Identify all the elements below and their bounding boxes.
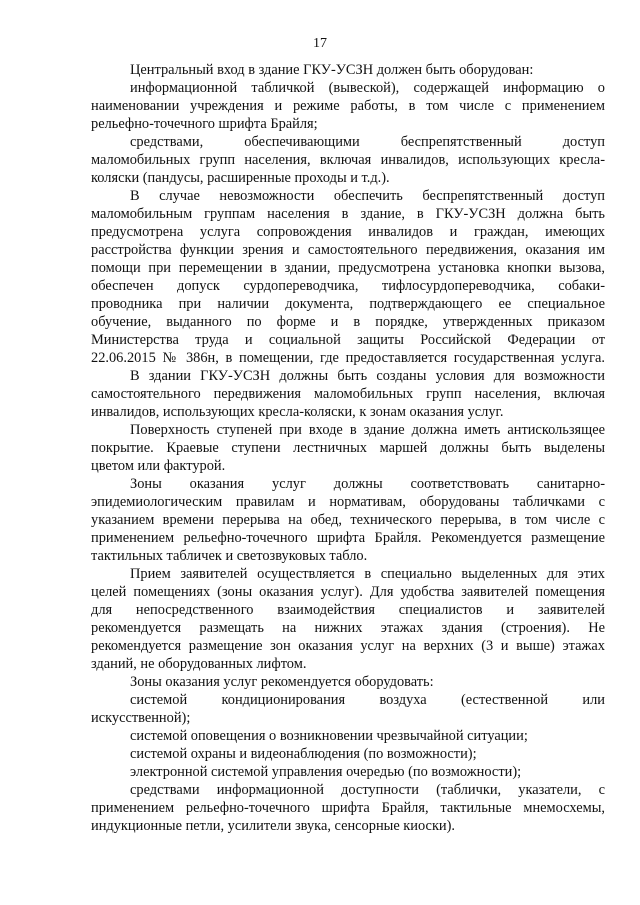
text-line: наименовании учреждения и режиме работы, в том числе с применением: [91, 98, 605, 114]
text-line: электронной системой управления очередью (по возможности);: [130, 764, 522, 780]
text-line: применением рельефно-точечного шрифта Брайля, тактильные мнемосхемы,: [91, 800, 605, 816]
text-line: инвалидов, использующих кресла-коляски, к зонам оказания услуг.: [91, 404, 504, 420]
text-line: проводника при наличии документа, подтверждающего ее специальное: [91, 296, 605, 312]
text-line: покрытие. Краевые ступени лестничных маршей должны быть выделены: [91, 440, 605, 456]
text-line: маломобильным группам населения в здание, в ГКУ-УСЗН должна быть: [91, 206, 605, 222]
text-line: В здании ГКУ-УСЗН должны быть созданы условия для возможности: [130, 368, 605, 384]
text-line: средствами, обеспечивающими беспрепятственный доступ: [130, 134, 605, 150]
text-line: информационной табличкой (вывеской), содержащей информацию о: [130, 80, 605, 96]
text-line: Зоны оказания услуг рекомендуется оборудовать:: [130, 674, 434, 690]
text-line: системой охраны и видеонаблюдения (по возможности);: [130, 746, 477, 762]
text-line: для непосредственного взаимодействия специалистов и заявителей: [91, 602, 605, 618]
text-line: В случае невозможности обеспечить беспрепятственный доступ: [130, 188, 605, 204]
text-line: обучение, выданного по форме и в порядке, утвержденных приказом: [91, 314, 605, 330]
text-line: применением рельефно-точечного шрифта Брайля. Рекомендуется размещение: [91, 530, 605, 546]
text-line: тактильных табличек и светозвуковых табло.: [91, 548, 368, 564]
text-line: Министерства труда и социальной защиты Российской Федерации от: [91, 332, 605, 348]
text-line: цветом или фактурой.: [91, 458, 226, 474]
text-line: рекомендуется размещение зон оказания услуг на верхних (3 и выше) этажах: [91, 638, 605, 654]
text-line: рекомендуется размещать на нижних этажах здания (строения). Не: [91, 620, 605, 636]
text-line: эпидемиологическим правилам и нормативам, оборудованы табличками с: [91, 494, 605, 510]
text-line: индукционные петли, усилители звука, сенсорные киоски).: [91, 818, 456, 834]
text-line: средствами информационной доступности (таблички, указатели, с: [130, 782, 605, 798]
text-line: расстройства функции зрения и самостоятельного передвижения, оказания им: [91, 242, 605, 258]
text-line: предусмотрена услуга сопровождения инвалидов и граждан, имеющих: [91, 224, 605, 240]
text-line: Прием заявителей осуществляется в специально выделенных для этих: [130, 566, 605, 582]
text-line: системой кондиционирования воздуха (естественной или: [130, 692, 605, 708]
page-number: 17: [313, 36, 327, 51]
text-line: целей помещениях (зоны оказания услуг). Для удобства заявителей помещения: [91, 584, 605, 600]
text-line: коляски (пандусы, расширенные проходы и т.д.).: [91, 170, 390, 186]
text-line: обеспечен допуск сурдопереводчика, тифлосурдопереводчика, собаки-: [91, 278, 605, 294]
text-line: Поверхность ступеней при входе в здание должна иметь антискользящее: [130, 422, 605, 438]
text-line: системой оповещения о возникновении чрезвычайной ситуации;: [130, 728, 528, 744]
text-line: указанием времени перерыва на обед, технического перерыва, в том числе с: [91, 512, 605, 528]
text-line: самостоятельного передвижения маломобильных групп населения, включая: [91, 386, 605, 402]
text-line: Зоны оказания услуг должны соответствовать санитарно-: [130, 476, 605, 492]
text-line: маломобильных групп населения, включая инвалидов, использующих кресла-: [91, 152, 605, 168]
text-line: Центральный вход в здание ГКУ-УСЗН должен быть оборудован:: [130, 62, 534, 78]
text-line: искусственной);: [91, 710, 191, 726]
text-line: 22.06.2015 № 386н, в помещении, где предоставляется государственная услуга.: [91, 350, 605, 366]
text-line: зданий, не оборудованных лифтом.: [91, 656, 307, 672]
text-line: рельефно-точечного шрифта Брайля;: [91, 116, 318, 132]
text-line: помощи при перемещении в здании, предусмотрена установка кнопки вызова,: [91, 260, 605, 276]
